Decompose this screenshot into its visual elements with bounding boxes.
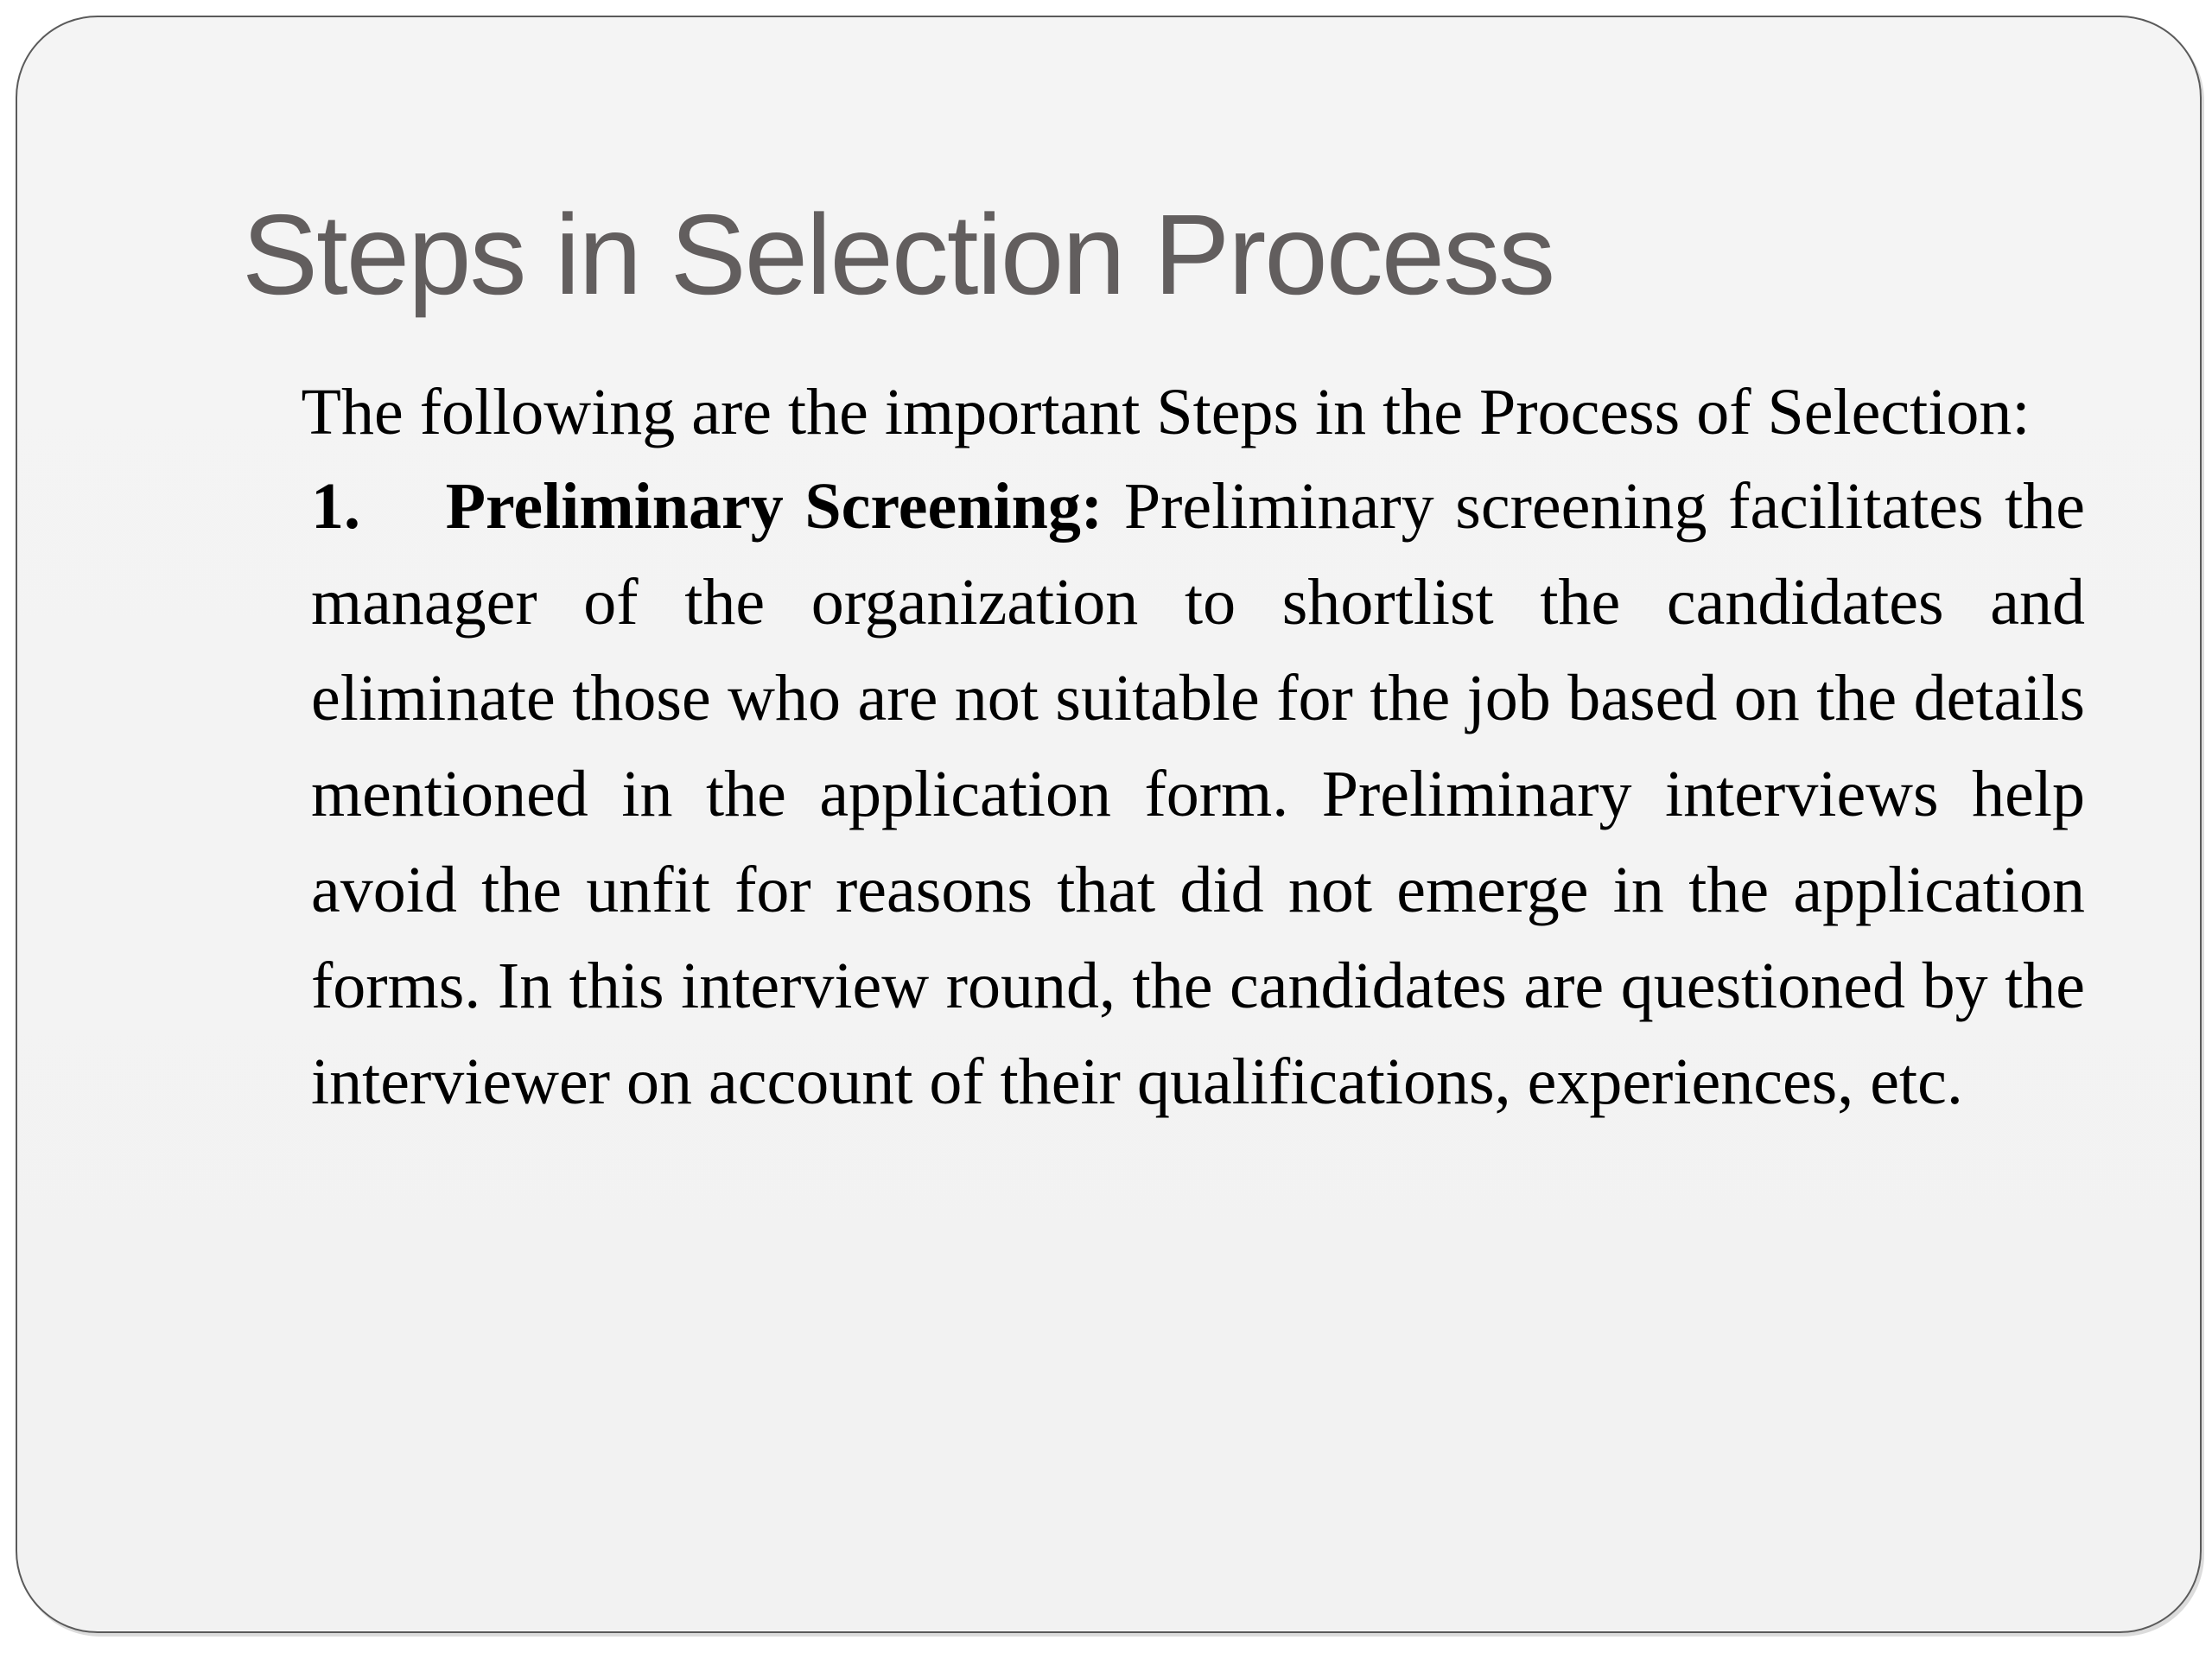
slide-body <box>246 365 2085 1130</box>
step-number: 1. <box>311 470 360 543</box>
step-text: Preliminary screening facilitates the manager of the organization to shortlist the candidates and eliminate those who are not suitable for the job based on the details mentioned in the application form. Preliminary interviews help avoid the unfit for reasons that did not emerge in the application forms. In this interview round, the candidates are questioned by the interviewer on account of their qualifications, experiences, etc. <box>311 470 2086 1118</box>
intro-paragraph: The following are the important Steps in the Process of Selection: <box>301 376 2031 448</box>
step-item-preliminary-screening <box>311 459 2085 1130</box>
step-heading: Preliminary Screening: <box>445 470 1103 543</box>
slide-title: Steps in Selection Process <box>242 191 1554 318</box>
